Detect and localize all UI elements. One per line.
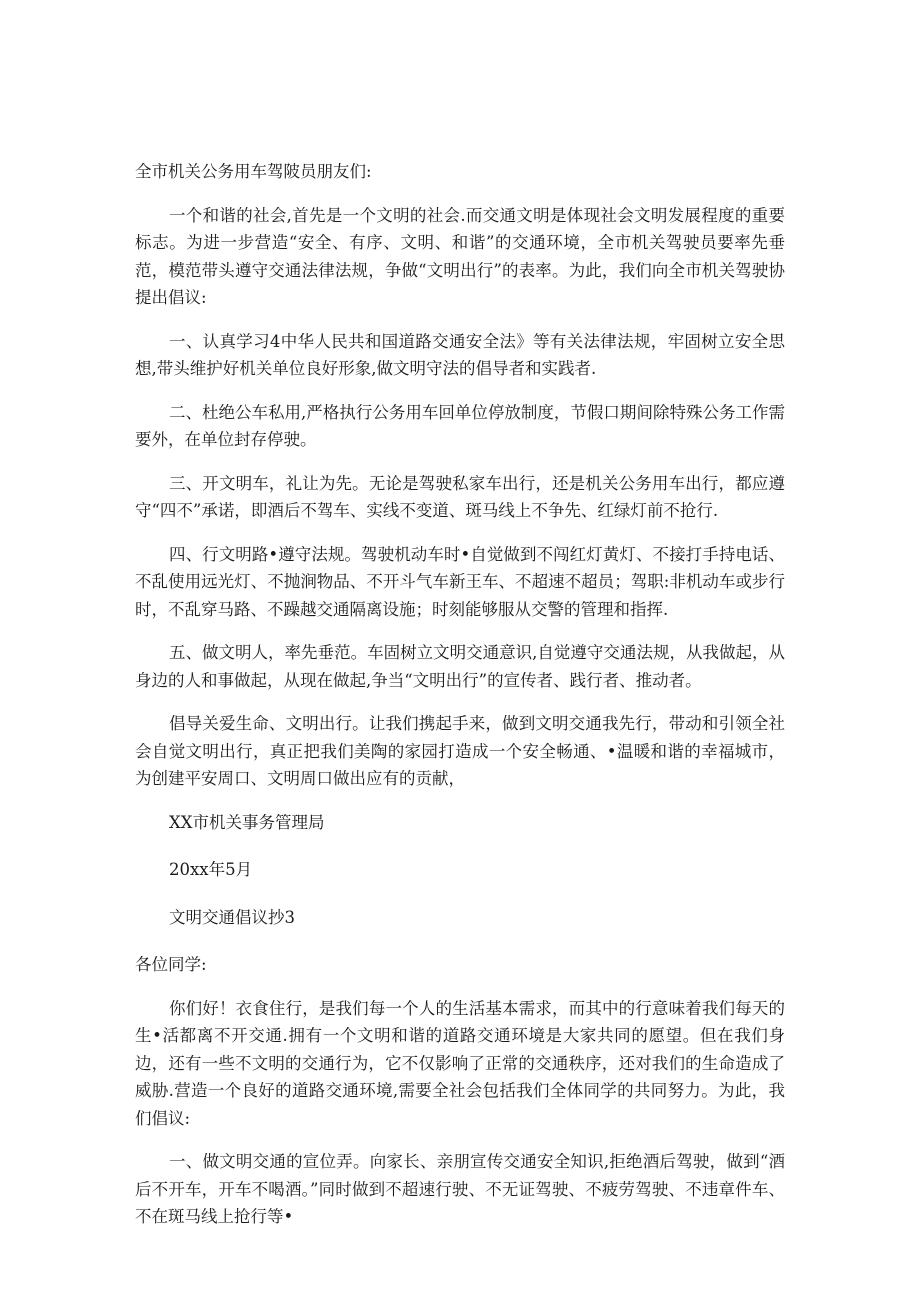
date: 20xx年5月 xyxy=(169,860,253,879)
proposal-item-2: 二、杜绝公车私用,严格执行公务用车回单位停放制度，节假口期间除特殊公务工作需要外，在单位封存停驶。 xyxy=(135,402,785,449)
proposal-item-5: 五、做文明人，率先垂范。车固树立文明交通意识,自觉遵守交通法规，从我做起，从身边的人和事做起，从现在做起,争当“文明出行”的宣传者、践行者、推动者。 xyxy=(135,643,785,690)
salutation-drivers: 全市机关公务用车驾陂员朋友们: xyxy=(135,162,372,181)
document-page xyxy=(135,158,785,1247)
proposal-item-1: 一、认真学习4中华人民共和国道路交通安全法》等有关法律法规，牢固树立安全思想,带头维护好机关单位良好形象,做文明守法的倡导者和实践者. xyxy=(135,331,785,378)
closing-paragraph: 倡导关爱生命、文明出行。让我们携起手来，做到文明交通我先行，带动和引领全社会自觉文明出行，真正把我们美陶的家园打造成一个安全畅通、•温暖和谐的幸福城市，为创建平安周口、文明周口做出应有的贡献， xyxy=(135,714,785,788)
students-intro-paragraph: 你们好！衣食住行，是我们每一个人的生活基本需求，而其中的行意味着我们每天的生•活都离不开交通.拥有一个文明和谐的道路交通环境是大家共同的愿望。但在我们身边，还有一些不文明的交通行为，它不仅影响了正常的交通秩序，还对我们的生命造成了威胁.营造一个良好的道路交通环境,需要全社会包括我们全体同学的共同努力。为此，我们倡议: xyxy=(135,998,785,1128)
proposal-item-3: 三、开文明车，礼让为先。无论是驾驶私家车出行，还是机关公务用车出行，都应遵守“四不”承诺，即酒后不驾车、实线不变道、斑马线上不争先、红绿灯前不抢行. xyxy=(135,473,785,520)
salutation-students: 各位同学: xyxy=(135,955,207,974)
intro-paragraph: 一个和谐的社会,首先是一个文明的社会.而交通文明是体现社会文明发展程度的重要标志。为进一步营造“安全、有序、文明、和谐”的交通环境，全市机关驾驶员要率先垂范，模范带头遵守交通法律法规，争做“文明出行”的表率。为此，我们向全市机关驾驶协提出倡议: xyxy=(135,205,785,307)
students-item-1: 一、做文明交通的宣位弄。向家长、亲朋宣传交通安全知识,拒绝酒后驾驶，做到“酒后不开车，开车不喝酒。”同时做到不超速行驶、不无证驾驶、不疲劳驾驶、不违章件车、不在斑马线上抢行等• xyxy=(135,1152,785,1226)
proposal-item-4: 四、行文明路•遵守法规。驾驶机动车时•自觉做到不闯红灯黄灯、不接打手持电话、不乱使用远光灯、不抛涧物品、不开斗气车新王车、不超速不超员；驾职:非机动车或步行时，不乱穿马路、不躁越交通隔离设施；时刻能够服从交警的管理和指挥. xyxy=(135,544,785,619)
signature: XX市机关事务管理局 xyxy=(169,812,325,832)
next-document-title: 文明交通倡议抄3 xyxy=(169,907,295,927)
